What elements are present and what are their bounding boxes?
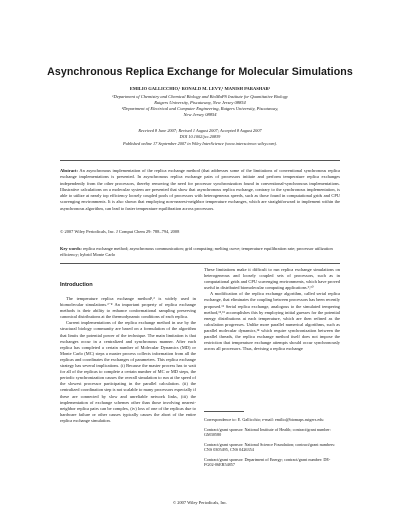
- footnote-divider: [204, 411, 244, 412]
- affiliation-line-4: New Jersey 08854: [183, 112, 217, 117]
- right-column: [204, 267, 340, 352]
- affiliation-line-2: Rutgers University, Piscataway, New Jersey 08854: [154, 100, 246, 105]
- received-dates: Received 8 June 2007; Revised 1 August 2007; Accepted 8 August 2007: [138, 128, 262, 133]
- copyright-line: © 2007 Wiley Periodicals, Inc. J Comput Chem 29: 788–794, 2008: [60, 229, 180, 234]
- correspondence-note: Correspondence to: E. Gallicchio; e-mail: emilio@biomaps.rutgers.edu: [204, 417, 324, 422]
- paragraph: The temperature replica exchange method¹,² is widely used in biomolecular simulations.³⁻⁸ An important property of replica exchange methods is their ability to enhance conformational sampling preserving canonical distributions at the thermodynamic conditions of each replica.: [60, 296, 196, 320]
- correspondence-footnotes: [204, 417, 340, 472]
- abstract-text: An asynchronous implementation of the replica exchange method (that addresses some of the limitations of conventional synchronous replica exchange implementations is presented. In asynchronous replica exchange pairs of processors initiate and perform temperature replica exchanges independently from the other processors, thereby removing the need for processor synchronization found in conventional-synchronous implementations. Illustrative calculations on a molecular system are presented that show that asynchronous replica exchange, contrary to the synchronous implementation, is able to utilize at nearly top efficiency loosely coupled pools of processors with heterogeneous speeds, such as those found in computational grids and CPU scavenging environments. It is also shown that employing non-nearest-neighbor temperature exchanges, which are straightforward to implement within the asynchronous algorithm, can lead to faster temperature equilibration across processors.: [60, 168, 340, 211]
- keywords-text: replica exchange method; asynchronous communication; grid computing; melting curve; temperature equilibration rate; processor utilization efficiency; hybrid Monte Carlo: [60, 246, 333, 258]
- affiliation-line-3: ²Department of Electrical and Computer Engineering, Rutgers University, Piscataway,: [121, 106, 279, 111]
- paper-title: Asynchronous Replica Exchange for Molecular Simulations: [47, 66, 353, 78]
- paragraph: These limitations make it difficult to run replica exchange simulations on heterogeneous and loosely coupled sets of processors, such as in computational grids and CPU scavenging environments, which have proved useful in distributed biomolecular computing applications.⁹,¹⁰: [204, 267, 340, 291]
- page-footer: © 2007 Wiley Periodicals, Inc.: [172, 500, 228, 505]
- keywords-label: Key words:: [60, 246, 82, 251]
- doi-line: DOI 10.1002/jcc.20839: [179, 134, 221, 140]
- published-online: Published online 17 September 2007 in Wiley InterScience (www.interscience.wiley.com).: [122, 140, 278, 146]
- affiliation-line-1: ¹Department of Chemistry and Chemical Biology and BioMaPS Institute for Quantitative Biology: [112, 94, 288, 99]
- keywords: [60, 246, 340, 259]
- grant-note: Contract/grant sponsor: Department of Energy; contract/grant number: DE-FG02-06ER54857: [204, 456, 331, 467]
- abstract-label: Abstract:: [60, 168, 78, 173]
- abstract: [60, 168, 340, 212]
- divider-bottom: [60, 263, 340, 264]
- paragraph: Current implementations of the replica exchange method in use by the structural biology community are based on a formulation of the algorithm that limits the potential power of the technique. The main limitation is that exchanges occur in a centralized and synchronous manner. After each replica has completed a certain number of Molecular Dynamics (MD) or Monte Carlo (MC) steps a master process collects information from all the replicas and coordinates the exchanges of parameters. This replica exchange strategy has several implications. (i) Because the master process has to wait for all of the replicas to complete a certain number of MC or MD steps, the periodic synchronization causes the overall simulation to run at the speed of the slowest processor participating in the parallel calculation. (ii) the centralized coordination step is not scalable to many processors especially if these are connected by slow and unreliable network links, (iii) the implementation of exchange schemes other than those involving nearest-neighbor replica pairs can be complex, (iv) loss of one of the replicas due to hardware failure or other causes typically causes the abort of the entire replica exchange simulation.: [60, 320, 196, 423]
- author-list: EMILIO GALLICCHIO,¹ RONALD M. LEVY,¹ MANISH PARASHAR²: [129, 86, 271, 91]
- grant-note: Contract/grant sponsor: National Institute of Health; contract/grant number: GM30580: [204, 426, 331, 437]
- paragraph: A modification of the replica exchange algorithm, called serial replica exchange, that eliminates the coupling between processors has been recently proposed.¹¹ Serial replica exchange, analogous to the simulated tempering method,¹²,¹³ accomplishes this by employing initial guesses for the potential energy distributions at each temperature, which are then refined as the calculation progresses. Unlike more parallel numerical algorithms, such as parallel molecular dynamics,¹⁴ which require synchronization between the parallel threads, the replica exchange method itself does not impose the restriction that temperature exchange attempts should occur synchronously across all processors. Thus, devising a replica exchange: [204, 291, 340, 352]
- grant-note: Contract/grant sponsor: National Science Foundation; contract/grant numbers: CNS 0305495, CNS 0426354: [204, 441, 336, 452]
- publication-dates: [60, 128, 340, 147]
- left-column: [60, 296, 196, 424]
- section-heading-introduction: Introduction: [60, 282, 93, 288]
- divider-top: [60, 160, 340, 161]
